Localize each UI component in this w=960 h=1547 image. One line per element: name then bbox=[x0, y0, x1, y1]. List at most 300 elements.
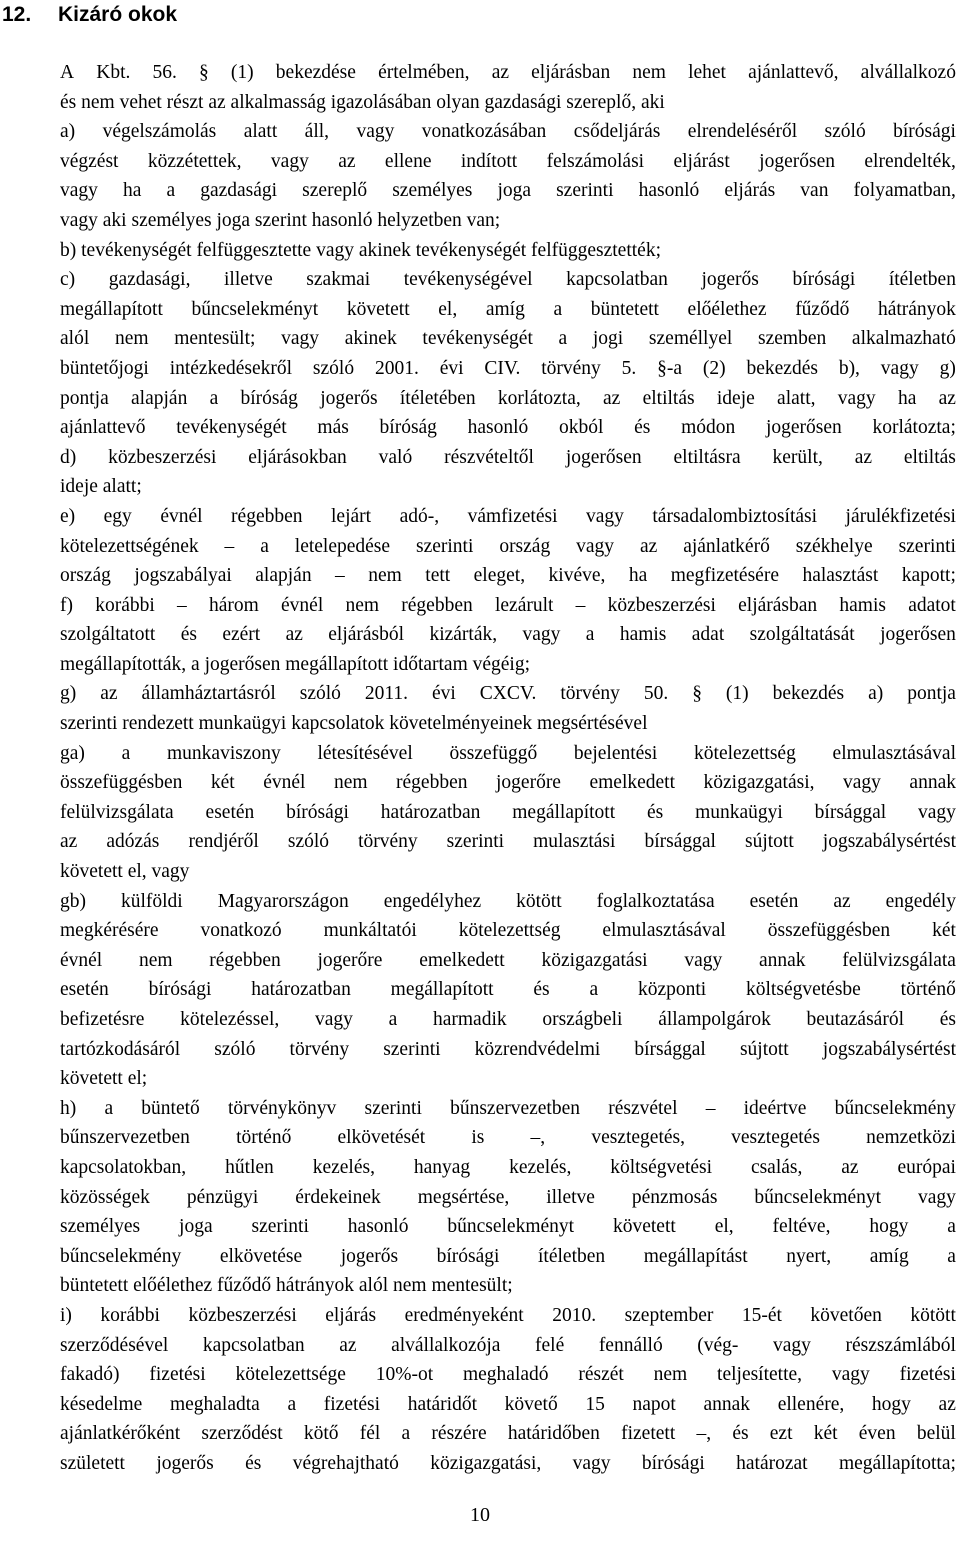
body-text bbox=[60, 58, 956, 1479]
text-word: határozatban bbox=[251, 979, 351, 1001]
text-word: elkövetése bbox=[219, 1245, 303, 1267]
text-word: sújtott bbox=[739, 1038, 789, 1060]
text-word: kötött bbox=[516, 890, 562, 912]
text-word: szerinti bbox=[556, 180, 614, 202]
text-word: eljárást bbox=[673, 150, 730, 172]
text-word: c) bbox=[60, 269, 76, 291]
text-word: vonatkozásában bbox=[421, 121, 547, 143]
text-word: az bbox=[339, 1334, 357, 1356]
text-word: bűncselekmény bbox=[834, 1097, 956, 1119]
text-word: vesztegetés bbox=[731, 1127, 820, 1149]
text-word: összefüggő bbox=[449, 742, 538, 764]
text-word: bűncselekményt bbox=[191, 298, 319, 320]
text-word: szóló bbox=[287, 831, 330, 853]
text-word: született bbox=[60, 1452, 125, 1474]
text-word: –, bbox=[696, 1423, 712, 1445]
text-word: akinek bbox=[344, 328, 397, 350]
text-word: eljárásokban bbox=[248, 446, 347, 468]
text-word: bírósági bbox=[286, 801, 349, 823]
text-line: követett el, vagy bbox=[60, 861, 190, 883]
text-line bbox=[60, 1449, 956, 1479]
text-word: az bbox=[338, 150, 356, 172]
text-word: törvény bbox=[358, 831, 418, 853]
text-word: alapján bbox=[255, 565, 312, 587]
text-word: pontja bbox=[907, 683, 956, 705]
text-word: kezelés, bbox=[312, 1156, 375, 1178]
text-word: esetén bbox=[60, 979, 109, 1001]
text-word: annak bbox=[758, 949, 806, 971]
text-word: áll, bbox=[304, 121, 330, 143]
text-word: halasztást bbox=[802, 565, 879, 587]
text-word: annak bbox=[703, 1393, 751, 1415]
text-word: befizetésre bbox=[60, 1009, 145, 1030]
text-word: törvény bbox=[560, 683, 620, 705]
text-word: vagy bbox=[918, 1186, 956, 1208]
text-word: bűncselekményt bbox=[754, 1186, 882, 1208]
text-word: lehet bbox=[688, 62, 726, 83]
text-word: alvállalkozó bbox=[860, 62, 956, 83]
text-word: folyamatban, bbox=[853, 180, 956, 202]
text-word: követett bbox=[346, 298, 410, 320]
text-word: jogszabályai bbox=[134, 565, 232, 587]
text-word: alkalmazható bbox=[851, 328, 956, 350]
text-word: van bbox=[800, 180, 829, 202]
text-word: kötelezéssel, bbox=[180, 1009, 280, 1030]
text-word: kötelezettség bbox=[694, 742, 796, 764]
text-word: esetén bbox=[749, 890, 799, 912]
text-word: amíg bbox=[485, 298, 525, 320]
text-word: vagy bbox=[314, 1009, 353, 1030]
text-line bbox=[60, 413, 956, 443]
text-word: jogi bbox=[592, 328, 624, 350]
text-word: kapcsolatokban, bbox=[60, 1156, 187, 1178]
text-word: évnél bbox=[160, 505, 203, 527]
text-word: késedelme bbox=[60, 1393, 143, 1415]
text-word: nem bbox=[138, 949, 173, 971]
text-word: – bbox=[177, 594, 187, 616]
text-word: közigazgatási, bbox=[430, 1452, 542, 1474]
text-word: ellene bbox=[384, 150, 432, 172]
text-word: szerződésével bbox=[60, 1334, 169, 1356]
text-word: és bbox=[634, 417, 651, 439]
text-line bbox=[60, 1005, 956, 1035]
text-word: jogerősen bbox=[565, 446, 642, 468]
text-word: az bbox=[938, 1393, 956, 1415]
text-word: pontja bbox=[60, 387, 109, 409]
text-word: foglalkoztatása bbox=[596, 890, 715, 912]
text-word: szemben bbox=[758, 328, 827, 350]
text-line bbox=[60, 1301, 956, 1331]
text-word: összefüggésben bbox=[60, 772, 183, 794]
text-word: társadalombiztosítási bbox=[652, 505, 818, 527]
text-word: napot bbox=[632, 1393, 676, 1415]
text-word: székhelye bbox=[795, 535, 873, 557]
text-word: történő bbox=[900, 979, 956, 1001]
text-word: jogerőre bbox=[317, 949, 383, 971]
text-word: meghaladó bbox=[462, 1364, 549, 1386]
text-word: engedély bbox=[885, 890, 956, 912]
text-word: feltéve, bbox=[772, 1216, 831, 1238]
text-word: az bbox=[938, 387, 956, 409]
text-word: a bbox=[947, 1216, 956, 1238]
text-line: követett el; bbox=[60, 1068, 148, 1090]
text-word: ajánlattevő, bbox=[748, 62, 839, 83]
text-line bbox=[60, 975, 956, 1005]
text-word: elmulasztásával bbox=[832, 742, 956, 764]
text-word: letelepedése bbox=[294, 535, 391, 557]
text-word: a bbox=[166, 180, 176, 202]
text-word: költségvetésbe bbox=[746, 979, 861, 1001]
text-word: szerinti bbox=[364, 1097, 422, 1119]
text-word: – bbox=[335, 565, 345, 587]
text-word: vagy bbox=[572, 1452, 611, 1474]
text-word: követett bbox=[612, 1216, 676, 1238]
section-heading bbox=[2, 0, 177, 30]
text-word: teljesítette, bbox=[717, 1364, 803, 1386]
text-word: hamis bbox=[619, 624, 667, 646]
text-word: § bbox=[199, 62, 209, 83]
text-word: – bbox=[705, 1097, 716, 1119]
text-word: határidőt bbox=[407, 1393, 478, 1415]
text-word: megállapított bbox=[390, 979, 494, 1001]
text-word: ország bbox=[499, 535, 551, 557]
text-word: hasonló bbox=[467, 417, 529, 439]
text-word: alatt, bbox=[777, 387, 816, 409]
text-word: az bbox=[833, 890, 851, 912]
text-word: eljárásban bbox=[531, 62, 611, 83]
text-line bbox=[60, 58, 956, 88]
text-word: tett bbox=[425, 565, 451, 587]
text-word: szóló bbox=[214, 1038, 256, 1060]
text-word: szerinti bbox=[446, 831, 505, 853]
text-word: felülvizsgálata bbox=[842, 949, 956, 971]
text-word: a bbox=[947, 1245, 956, 1267]
text-word: eltiltásra bbox=[673, 446, 741, 468]
text-word: kapcsolatban bbox=[566, 269, 668, 291]
text-word: az bbox=[60, 831, 78, 853]
text-word: eltiltás bbox=[642, 387, 695, 409]
text-line bbox=[60, 384, 956, 414]
text-word: szolgáltatását bbox=[749, 624, 855, 646]
text-word: külföldi bbox=[120, 890, 183, 912]
text-word: bekezdés bbox=[746, 357, 818, 379]
text-word: és bbox=[732, 1423, 749, 1445]
text-word: végrehajtható bbox=[292, 1452, 399, 1474]
text-word: f) bbox=[60, 594, 73, 616]
text-word: ítéletében bbox=[399, 387, 476, 409]
text-word: végzést bbox=[60, 150, 119, 172]
text-word: évi bbox=[432, 683, 456, 705]
text-word: nyert, bbox=[786, 1245, 832, 1267]
text-word: ítéletben bbox=[888, 269, 956, 291]
text-word: a bbox=[553, 298, 563, 320]
text-word: az bbox=[854, 446, 873, 468]
section-number: 12. bbox=[2, 3, 32, 26]
text-word: vesztegetés, bbox=[591, 1127, 685, 1149]
text-word: az bbox=[100, 683, 118, 705]
text-word: bírósági bbox=[893, 121, 956, 143]
text-line bbox=[60, 768, 956, 798]
text-word: évi bbox=[439, 357, 464, 379]
text-word: fennálló bbox=[598, 1334, 663, 1356]
text-word: belül bbox=[916, 1423, 956, 1445]
text-word: ha bbox=[122, 180, 142, 202]
text-word: eljárásból bbox=[328, 624, 405, 646]
text-word: vagy bbox=[576, 535, 615, 557]
text-word: hasonló bbox=[638, 180, 700, 202]
text-word: alvállalkozója bbox=[391, 1334, 501, 1356]
text-word: hasonló bbox=[347, 1216, 409, 1238]
text-word: alól bbox=[60, 328, 90, 350]
text-word: (vég- bbox=[697, 1334, 739, 1356]
text-word: régebben bbox=[209, 949, 281, 971]
text-word: eleget, bbox=[473, 565, 526, 587]
text-word: a bbox=[209, 387, 219, 409]
text-word: csődeljárás bbox=[573, 121, 661, 143]
text-line bbox=[60, 295, 956, 325]
text-word: intézkedésekről bbox=[169, 357, 293, 379]
text-word: szerinti bbox=[251, 1216, 309, 1238]
text-word: két bbox=[932, 920, 956, 942]
text-word: személyes bbox=[392, 180, 473, 202]
text-word: korlátozta; bbox=[872, 417, 956, 439]
text-word: kapott; bbox=[901, 565, 956, 587]
text-word: szolgáltatott bbox=[60, 624, 156, 646]
text-word: központi bbox=[637, 979, 707, 1001]
text-word: elrendelték, bbox=[864, 150, 956, 172]
text-word: CIV. bbox=[484, 357, 521, 379]
text-word: szóló bbox=[824, 121, 866, 143]
text-word: (1) bbox=[725, 683, 749, 705]
text-word: jogerősen bbox=[880, 624, 956, 646]
text-word: 15-ét bbox=[741, 1304, 782, 1326]
text-word: mulasztási bbox=[533, 831, 616, 853]
text-word: elrendeléséről bbox=[687, 121, 798, 143]
text-word: részét bbox=[578, 1364, 624, 1386]
text-word: fizetési bbox=[149, 1364, 206, 1386]
text-word: régebben bbox=[396, 772, 468, 794]
text-word: a) bbox=[60, 121, 76, 143]
text-word: kapcsolatban bbox=[202, 1334, 305, 1356]
text-word: való bbox=[378, 446, 413, 468]
text-word: szerinti bbox=[898, 535, 956, 557]
text-word: vagy bbox=[356, 121, 395, 143]
text-word: és bbox=[533, 979, 550, 1001]
text-word: kötelezettség bbox=[458, 920, 561, 942]
text-word: el, bbox=[438, 298, 458, 320]
text-word: gb) bbox=[60, 890, 86, 912]
text-word: értelmében, bbox=[378, 62, 470, 83]
text-word: illetve bbox=[224, 269, 273, 291]
text-word: munkaügyi bbox=[695, 801, 783, 823]
text-line bbox=[60, 591, 956, 621]
text-word: fizetett bbox=[621, 1423, 676, 1445]
text-word: szóló bbox=[299, 683, 341, 705]
text-word: nem bbox=[653, 1364, 688, 1386]
text-word: a bbox=[287, 1393, 297, 1415]
text-word: 2010. bbox=[552, 1304, 597, 1326]
text-word: joga bbox=[179, 1216, 213, 1238]
text-word: megkérésére bbox=[60, 920, 159, 942]
text-word: eljárás bbox=[325, 1304, 377, 1326]
text-word: pénzmosás bbox=[631, 1186, 718, 1208]
text-line bbox=[60, 1242, 956, 1272]
text-word: joga bbox=[497, 180, 532, 202]
text-word: vagy bbox=[772, 1334, 811, 1356]
text-line bbox=[60, 679, 956, 709]
text-word: eljárás bbox=[724, 180, 776, 202]
text-word: ajánlattevő bbox=[60, 417, 146, 439]
text-word: vagy bbox=[270, 150, 309, 172]
text-line bbox=[60, 1094, 956, 1124]
text-word: a bbox=[121, 742, 131, 764]
text-word: európai bbox=[897, 1156, 956, 1178]
text-word: adatot bbox=[908, 594, 956, 616]
text-word: bejelentési bbox=[573, 742, 658, 764]
text-word: törvény bbox=[289, 1038, 350, 1060]
text-word: jogerősen bbox=[759, 150, 835, 172]
text-word: ítéletben bbox=[538, 1245, 606, 1267]
text-word: és bbox=[646, 801, 664, 823]
text-word: bírósági bbox=[436, 1245, 500, 1267]
text-word: korábbi bbox=[95, 594, 155, 616]
text-word: fűződő bbox=[795, 298, 850, 320]
text-line: megállapították, a jogerősen megállapított időtartam végéig; bbox=[60, 653, 531, 675]
text-word: hátrányok bbox=[877, 298, 956, 320]
text-word: hanyag bbox=[413, 1156, 471, 1178]
text-word: szeptember bbox=[624, 1304, 714, 1326]
text-word: megsértése, bbox=[417, 1186, 510, 1208]
text-line bbox=[60, 1035, 956, 1065]
text-word: vagy bbox=[843, 772, 881, 794]
text-word: büntetett bbox=[590, 298, 659, 320]
text-word: –, bbox=[530, 1127, 546, 1149]
text-word: fél bbox=[359, 1423, 381, 1445]
text-word: kötelezettségének bbox=[60, 535, 199, 557]
text-word: hogy bbox=[871, 1393, 911, 1415]
text-word: kötelezettsége bbox=[235, 1364, 346, 1386]
text-word: lezárult bbox=[494, 594, 554, 616]
text-word: ha bbox=[897, 387, 917, 409]
text-word: is bbox=[471, 1127, 485, 1149]
text-word: megállapította; bbox=[838, 1452, 956, 1474]
text-word: régebben bbox=[401, 594, 473, 616]
text-word: i) bbox=[60, 1304, 72, 1326]
text-word: adó-, bbox=[399, 505, 440, 527]
text-word: vagy bbox=[684, 949, 723, 971]
text-word: szerinti bbox=[415, 535, 474, 557]
text-word: vagy bbox=[837, 387, 876, 409]
text-word: A bbox=[60, 62, 75, 83]
text-word: közigazgatási, bbox=[703, 772, 815, 794]
text-word: ezt bbox=[769, 1423, 793, 1445]
text-word: 5. bbox=[621, 357, 637, 379]
text-word: összefüggésben bbox=[767, 920, 891, 942]
text-word: 56. bbox=[152, 62, 177, 83]
page-number: 10 bbox=[470, 1504, 490, 1526]
text-word: 15 bbox=[585, 1393, 605, 1415]
text-word: (2) bbox=[702, 357, 726, 379]
text-word: járulékfizetési bbox=[845, 505, 956, 527]
section-title: Kizáró okok bbox=[58, 3, 178, 26]
text-word: tevékenységét bbox=[422, 328, 533, 350]
text-word: annak bbox=[909, 772, 956, 794]
text-word: okból bbox=[559, 417, 604, 439]
text-word: bírsággal bbox=[814, 801, 887, 823]
text-line bbox=[60, 887, 956, 917]
text-line bbox=[60, 1123, 956, 1153]
text-word: indított bbox=[460, 150, 518, 172]
text-word: adózás bbox=[106, 831, 160, 853]
text-word: érdekeinek bbox=[295, 1186, 381, 1208]
text-word: alapján bbox=[131, 387, 188, 409]
text-line bbox=[60, 265, 956, 295]
text-word: jogszabálysértést bbox=[822, 831, 956, 853]
text-word: részvétel bbox=[608, 1097, 678, 1119]
text-word: határidőben bbox=[507, 1423, 600, 1445]
text-word: került, bbox=[772, 446, 823, 468]
text-word: adat bbox=[691, 624, 725, 646]
text-word: bíróság bbox=[379, 417, 437, 439]
text-word: fizetési bbox=[899, 1364, 956, 1386]
text-word: kizárták, bbox=[429, 624, 498, 646]
text-word: e) bbox=[60, 505, 76, 527]
text-word: megfizetésére bbox=[670, 565, 779, 587]
text-word: szóló bbox=[312, 357, 355, 379]
text-word: 10%-ot bbox=[375, 1364, 434, 1386]
text-word: bíróság bbox=[240, 387, 298, 409]
text-line: b) tevékenységét felfüggesztette vagy akinek tevékenységét felfüggesztették; bbox=[60, 239, 661, 261]
text-word: a bbox=[585, 624, 595, 646]
text-word: bírósági bbox=[641, 1452, 705, 1474]
text-line bbox=[60, 1419, 956, 1449]
text-word: szereplő bbox=[302, 180, 368, 202]
text-line bbox=[60, 620, 956, 650]
text-word: az bbox=[841, 1156, 859, 1178]
text-word: ezért bbox=[222, 624, 261, 646]
text-word: emelkedett bbox=[419, 949, 505, 971]
text-word: munkáltatói bbox=[323, 920, 417, 942]
text-line bbox=[60, 739, 956, 769]
text-word: bírósági bbox=[148, 979, 212, 1001]
text-word: kötött bbox=[910, 1304, 956, 1326]
text-word: és bbox=[245, 1452, 262, 1474]
text-word: korlátozta, bbox=[497, 387, 581, 409]
text-word: közbeszerzési bbox=[108, 446, 217, 468]
text-word: részszámlából bbox=[845, 1334, 956, 1356]
text-word: Magyarországon bbox=[217, 890, 349, 912]
text-word: ideértve bbox=[743, 1097, 807, 1119]
text-line bbox=[60, 1212, 956, 1242]
text-word: az bbox=[285, 624, 303, 646]
text-word: megállapítást bbox=[643, 1245, 748, 1267]
text-word: eltiltás bbox=[903, 446, 956, 468]
text-line: vagy aki személyes joga szerint hasonló helyzetben van; bbox=[60, 209, 501, 231]
text-line: szerinti rendezett munkaügyi kapcsolatok követelményeinek megsértésével bbox=[60, 713, 648, 735]
text-word: költségvetési bbox=[610, 1156, 713, 1178]
text-word: ország bbox=[60, 565, 111, 587]
text-line bbox=[60, 147, 956, 177]
text-word: ga) bbox=[60, 742, 85, 764]
text-line bbox=[60, 532, 956, 562]
text-word: három bbox=[208, 594, 259, 616]
text-word: csalás, bbox=[750, 1156, 803, 1178]
text-line bbox=[60, 1390, 956, 1420]
text-word: kivéve, bbox=[548, 565, 606, 587]
text-word: bűnszervezetben bbox=[60, 1127, 190, 1149]
text-word: lejárt bbox=[331, 505, 372, 527]
text-word: vagy bbox=[880, 357, 919, 379]
